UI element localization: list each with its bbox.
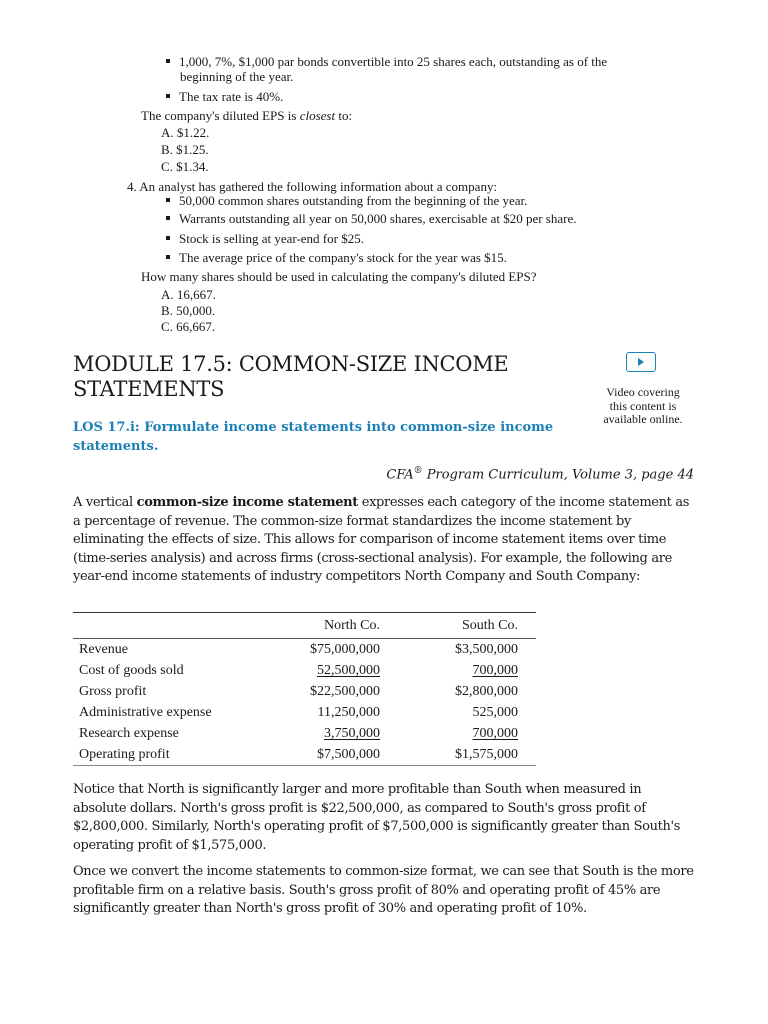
table-header-north: North Co. [324,617,380,633]
table-header-row [73,613,536,639]
bullet-square-icon [166,236,170,240]
comparison-paragraph: Notice that North is significantly larger and more profitable than South when measured in absolute dollars. North's gross profit is $22,500,000, as compared to South's gross profit of $2,800,000. Similarly, North's operating profit of $7,500,000 is significantly greater than South's operating profit of $1,575,000. [73,782,681,853]
bullet-item: Stock is selling at year-end for $25. [166,231,364,246]
video-caption: Video covering this content is available online. [603,385,683,426]
table-row: Gross profit $22,500,000 $2,800,000 [79,684,518,699]
bullet-item: 50,000 common shares outstanding from the beginning of the year. [166,193,527,208]
bullet-square-icon [166,255,170,259]
answer-option-b: B. 50,000. [161,303,216,318]
question-stem: The company's diluted EPS is closest to: [141,108,353,123]
answer-option-a: A. 16,667. [161,287,216,302]
common-size-paragraph: Once we convert the income statements to common-size format, we can see that South is the more profitable firm on a relative basis. South's gross profit of 80% and operating profit of 45% are significantly greater than North's gross profit of 30% and operating profit of 10%. [73,864,694,917]
table-row: Operating profit $7,500,000 $1,575,000 [73,744,536,766]
answer-option-c: C. 66,667. [161,319,216,334]
bullet-item: The tax rate is 40%. [166,89,283,104]
table-row: Revenue $75,000,000 $3,500,000 [79,642,518,657]
table-row: Administrative expense 11,250,000 525,000 [79,705,518,720]
learning-outcome-statement: LOS 17.i: Formulate income statements into common-size income statements. [73,420,554,454]
bullet-item: 1,000, 7%, $1,000 par bonds convertible into 25 shares each, outstanding as of the [166,54,607,69]
play-triangle-icon [638,358,644,366]
bullet-item-continuation: beginning of the year. [180,69,294,84]
bullet-item: Warrants outstanding all year on 50,000 shares, exercisable at $20 per share. [166,211,576,226]
table-header-south: South Co. [461,617,518,633]
bullet-square-icon [166,216,170,220]
bullet-square-icon [166,94,170,98]
table-header-label [73,613,260,639]
answer-option-a: A. $1.22. [161,125,210,140]
intro-paragraph: A vertical common-size income statement expresses each category of the income statement as a percentage of revenue. The common-size format standardizes the income statement by eliminating the effects of size. This allows for comparison of income statement items over time (time-series analysis) and across firms (cross-sectional analysis). For example, the following are year-end income statements of industry competitors North Company and South Company: [73,495,690,585]
answer-option-c: C. $1.34. [161,159,209,174]
module-title: MODULE 17.5: COMMON-SIZE INCOME STATEMENTS [73,352,509,401]
curriculum-reference: CFA® Program Curriculum, Volume 3, page 44 [386,466,694,483]
bullet-square-icon [166,59,170,63]
question-stem: 4. An analyst has gathered the following information about a company: [127,179,498,194]
bullet-square-icon [166,198,170,202]
play-video-icon[interactable] [626,352,656,372]
income-statement-table [73,612,536,766]
answer-option-b: B. $1.25. [161,142,209,157]
table-row: Cost of goods sold 52,500,000 700,000 [79,663,518,678]
table-row: Research expense 3,750,000 700,000 [79,726,518,741]
question-text: How many shares should be used in calculating the company's diluted EPS? [141,269,537,284]
bullet-item: The average price of the company's stock for the year was $15. [166,250,507,265]
